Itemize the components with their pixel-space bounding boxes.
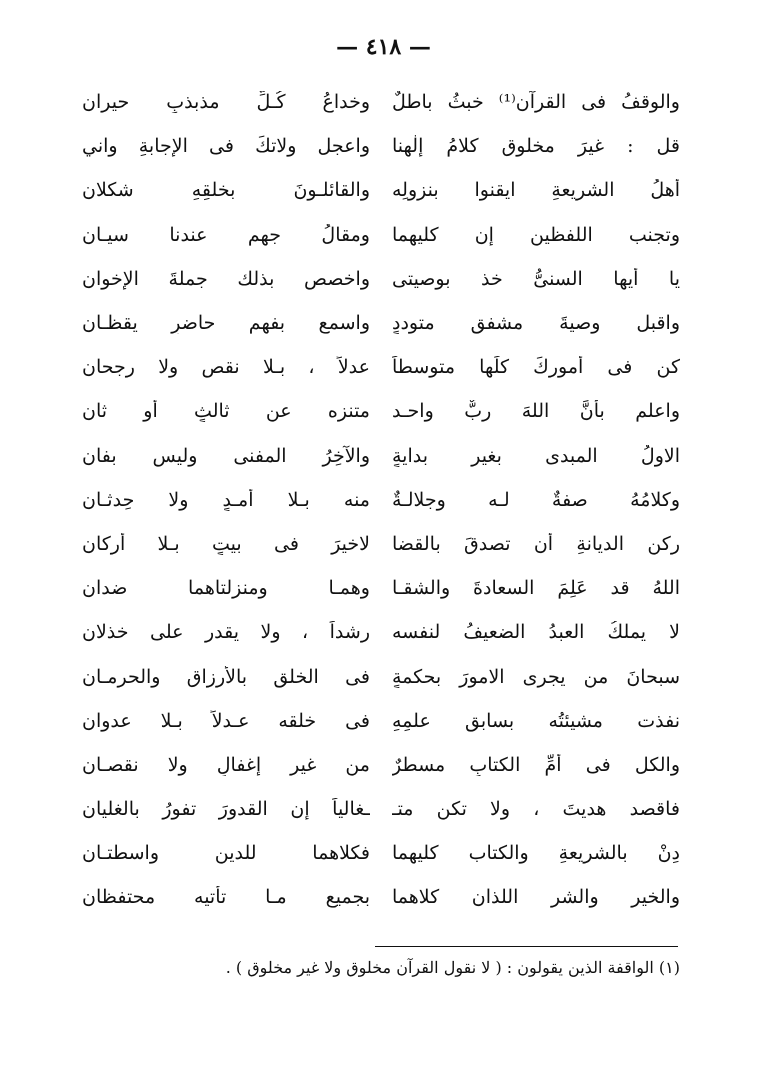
hemistich-second: واسمع بفهمٍ حاضرٍ يقظـان <box>82 312 370 335</box>
hemistich-second: لاخيرَ فى بيتٍ بـلا أركان <box>82 532 370 555</box>
hemistich-second: والآخِرُ المفنى وليس بفان <box>82 444 370 467</box>
verse-14 <box>82 654 680 698</box>
hemistich-second: فى الخلق بالأرزاقِ والحرمـان <box>82 665 370 688</box>
verse-1 <box>82 80 680 124</box>
hemistich-first: فاقصد هديتَ ، ولا تكن متـ <box>392 798 680 821</box>
hemistich-first: الاولُ المبدى بغير بدايةٍ <box>392 444 680 467</box>
hemistich-first: قل : غيرَ مخلوقٍ كلامُ إلٰهنا <box>392 135 680 158</box>
hemistich-first: والكل فى أمِّ الكتابِ مسطرٌ <box>392 753 680 776</box>
hemistich-first: دِنْ بالشريعةِ والكتاب كليهما <box>392 842 680 865</box>
verse-3 <box>82 168 680 212</box>
verse-15 <box>82 699 680 743</box>
verse-2 <box>82 124 680 168</box>
verse-18 <box>82 831 680 875</box>
hemistich-second: واخصص بذلك جملةَ الإخوان <box>82 267 370 290</box>
hemistich-first: يا أيها السنىُّ خذ بوصيتى <box>392 267 680 290</box>
hemistich-first: واعلم بأنَّ اللهَ ربٌّ واحـد <box>392 400 680 423</box>
hemistich-second: ومقالُ جهمٍ عندنا سيـان <box>82 223 370 246</box>
hemistich-first: وتجنب اللفظين إن كليهما <box>392 223 680 246</box>
footnote: (١) الواقفة الذين يقولون : ( لا نقول القرآن مخلوق ولا غير مخلوق ) . <box>225 958 680 977</box>
hemistich-first: واقبل وصيةَ مشفقٍ متوددٍ <box>392 312 680 335</box>
verse-5 <box>82 257 680 301</box>
verse-17 <box>82 787 680 831</box>
hemistich-second: عدلاً ، بـلا نقصٍ ولا رجحان <box>82 356 370 379</box>
verse-4 <box>82 213 680 257</box>
verse-11 <box>82 522 680 566</box>
hemistich-second: من غيرِ إغفالٍ ولا نقصـان <box>82 753 370 776</box>
hemistich-second: والقائلـونَ بخلقِهِ شكلان <box>82 179 370 202</box>
hemistich-second: رشداً ، ولا يقدر على خذلان <box>82 621 370 644</box>
hemistich-first: نفذت مشيئتُه بسابقِ علمِهِ <box>392 709 680 732</box>
verse-10 <box>82 478 680 522</box>
verse-16 <box>82 743 680 787</box>
verse-19 <box>82 875 680 919</box>
verse-12 <box>82 566 680 610</box>
hemistich-second: فى خلقه عـدلاً بـلا عدوان <box>82 709 370 732</box>
hemistich-second: واعجل ولاتكَ فى الإجابةِ واني <box>82 135 370 158</box>
hemistich-first: سبحانَ من يجرى الامورَ بحكمةٍ <box>392 665 680 688</box>
hemistich-first: والخير والشر اللذان كلاهما <box>392 886 680 909</box>
hemistich-first: والوقفُ فى القرآن⁽¹⁾ خبثُ باطلٌ <box>392 91 680 114</box>
hemistich-first: لا يملكُ العبدُ الضعيفُ لنفسه <box>392 621 680 644</box>
poem <box>82 80 680 920</box>
hemistich-second: بجميع مـا تأتيه محتفظان <box>82 886 370 909</box>
page-number: — ٤١٨ — <box>336 34 431 60</box>
verse-8 <box>82 389 680 433</box>
verse-9 <box>82 434 680 478</box>
hemistich-second: وخداعُ كُـلِّ مذبذبٍ حيران <box>82 91 370 114</box>
hemistich-first: أهلُ الشريعةِ ايقنوا بنزولِه <box>392 179 680 202</box>
hemistich-second: فكلاهما للدين واسطتـان <box>82 842 370 865</box>
hemistich-first: كن فى أمورِكَ كلِّها متوسطاً <box>392 356 680 379</box>
hemistich-second: متنزه عن ثالثٍ أو ثان <box>82 400 370 423</box>
hemistich-second: ـغالياً إن القدورَ تفورُ بالغليان <box>82 798 370 821</box>
hemistich-second: منه بـلا أمـدٍ ولا حِدثـان <box>82 488 370 511</box>
hemistich-first: اللهُ قد عَلِمَ السعادةَ والشقـا <box>392 577 680 600</box>
verse-7 <box>82 345 680 389</box>
footnote-divider <box>375 946 678 947</box>
hemistich-second: وهمـا ومنزلتاهما ضدان <box>82 577 370 600</box>
verse-6 <box>82 301 680 345</box>
hemistich-first: ركن الديانةِ أن تصدقَ بالقضا <box>392 532 680 555</box>
hemistich-first: وكلامُهُ صفةٌ لـه وجلالـةٌ <box>392 488 680 511</box>
verse-13 <box>82 610 680 654</box>
